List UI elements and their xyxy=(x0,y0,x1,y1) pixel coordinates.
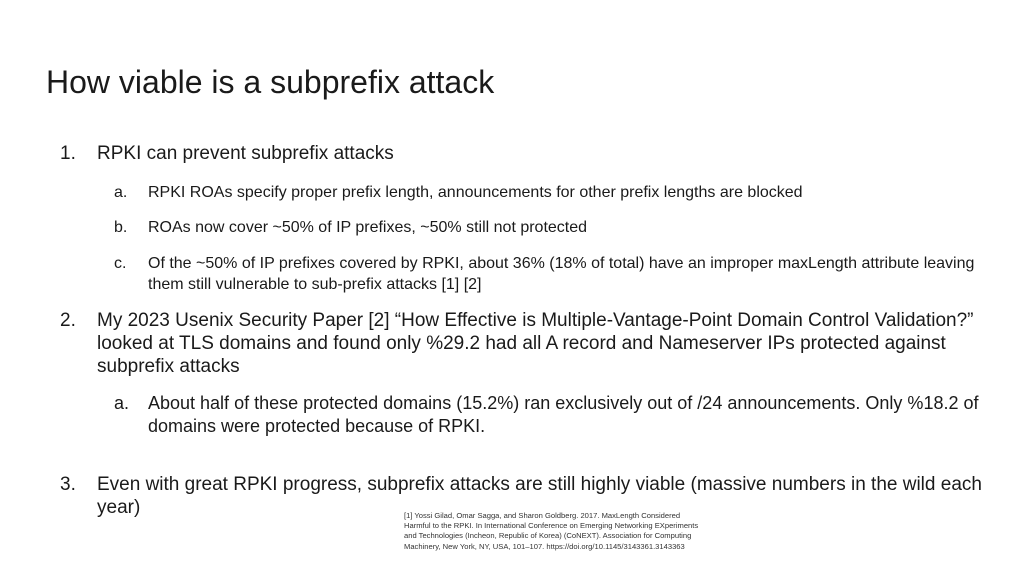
list-item-text: My 2023 Usenix Security Paper [2] “How Effective is Multiple-Vantage-Point Domain Control Validation?” looked at TLS domains and found only %29.2 had all A record and Nameserver IPs protected against subprefix attacks xyxy=(97,310,974,377)
sub-marker: a. xyxy=(114,184,128,201)
sub-item-text: ROAs now cover ~50% of IP prefixes, ~50% still not protected xyxy=(148,219,588,236)
sub-item-text: Of the ~50% of IP prefixes covered by RPKI, about 36% (18% of total) have an improper maxLength attribute leaving them still vulnerable to sub-prefix attacks [1] [2] xyxy=(148,255,975,293)
sub-item-1c xyxy=(114,253,990,295)
sub-marker: b. xyxy=(114,219,128,236)
sub-marker: a. xyxy=(114,393,130,413)
list-item-1 xyxy=(60,142,990,165)
sub-item-1b xyxy=(114,217,990,238)
list-marker: 3. xyxy=(60,474,76,495)
sub-marker: c. xyxy=(114,255,127,272)
list-item-2 xyxy=(60,309,990,378)
list-item-text: Even with great RPKI progress, subprefix attacks are still highly viable (massive numbers in the wild each year) xyxy=(97,474,982,518)
sub-item-1a xyxy=(114,182,990,203)
sub-item-2a xyxy=(114,392,990,438)
sub-item-text: About half of these protected domains (15.2%) ran exclusively out of /24 announcements. Only %18.2 of domains were protected because of RPKI. xyxy=(148,393,979,436)
slide-title: How viable is a subprefix attack xyxy=(46,64,495,100)
list-marker: 2. xyxy=(60,310,76,331)
sub-item-text: RPKI ROAs specify proper prefix length, announcements for other prefix lengths are blocked xyxy=(148,184,803,201)
list-item-text: RPKI can prevent subprefix attacks xyxy=(97,143,394,164)
list-marker: 1. xyxy=(60,143,76,164)
footnote-citation: [1] Yossi Gilad, Omar Sagga, and Sharon Goldberg. 2017. MaxLength Considered Harmful to the RPKI. In International Conference on Emerging Networking EXperiments and Technologies (Incheon, Republic of Korea) (CoNEXT). Association for Computing Machinery, New York, NY, USA, 101–107. https://doi.org/10.1145/3143361.3143363 xyxy=(404,511,699,551)
